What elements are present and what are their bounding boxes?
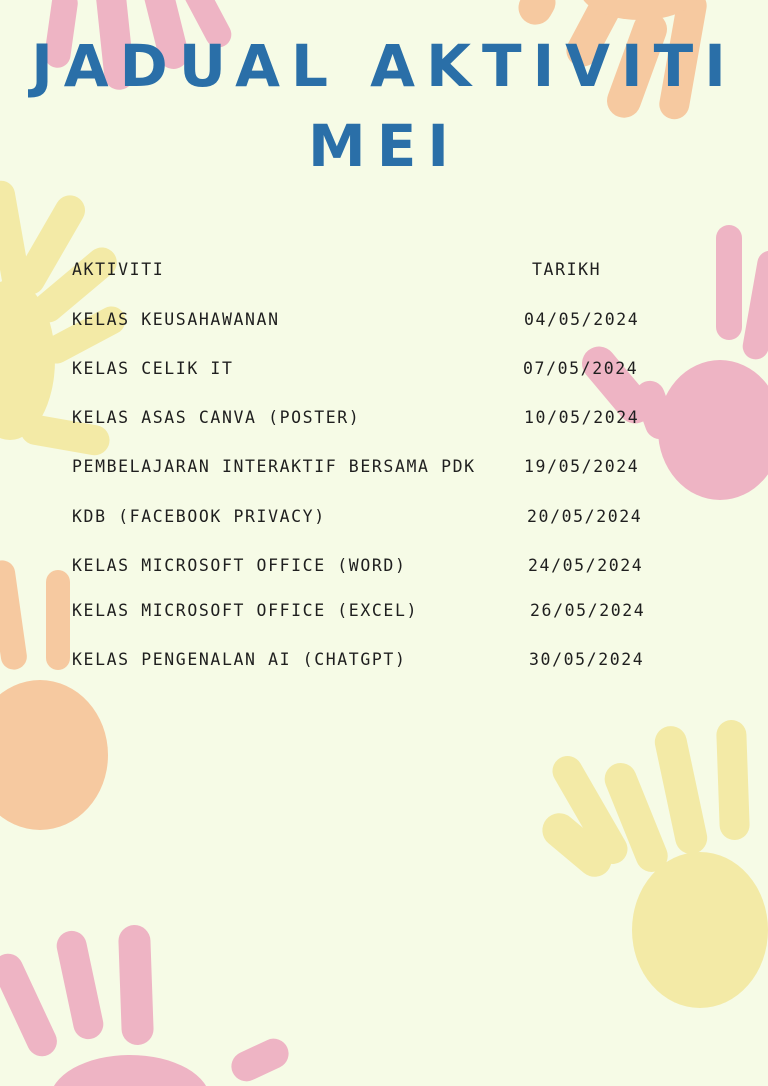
table-row: [72, 556, 672, 580]
activity-name: KELAS CELIK IT: [72, 359, 234, 378]
activity-date: 26/05/2024: [530, 601, 646, 620]
page-title: JADUAL AKTIVITI: [31, 32, 737, 100]
header-activity: AKTIVITI: [72, 260, 165, 279]
handprint-yellow-bottom-right: [535, 720, 768, 1008]
activity-name: KELAS MICROSOFT OFFICE (EXCEL): [72, 601, 419, 620]
activity-name: PEMBELAJARAN INTERAKTIF BERSAMA PDK: [72, 457, 476, 476]
page-subtitle-month: MEI: [308, 112, 460, 180]
handprint-pink-bottom-left: [0, 924, 294, 1086]
activity-date: 20/05/2024: [527, 507, 643, 526]
handprint-peach-left: [0, 559, 108, 830]
activity-name: KELAS MICROSOFT OFFICE (WORD): [72, 556, 407, 575]
activity-name: KELAS PENGENALAN AI (CHATGPT): [72, 650, 407, 669]
activity-name: KELAS KEUSAHAWANAN: [72, 310, 280, 329]
activity-date: 24/05/2024: [528, 556, 644, 575]
activity-date: 04/05/2024: [524, 310, 640, 329]
table-row: [72, 310, 672, 334]
table-header: [72, 260, 672, 284]
table-row: [72, 601, 672, 625]
activity-name: KELAS ASAS CANVA (POSTER): [72, 408, 361, 427]
table-row: [72, 359, 672, 383]
activity-date: 07/05/2024: [523, 359, 639, 378]
table-row: [72, 507, 672, 531]
activity-date: 19/05/2024: [524, 457, 640, 476]
activity-name: KDB (FACEBOOK PRIVACY): [72, 507, 326, 526]
table-row: [72, 650, 672, 674]
activity-date: 10/05/2024: [524, 408, 640, 427]
table-row: [72, 457, 672, 481]
table-row: [72, 408, 672, 432]
header-date: TARIKH: [532, 260, 602, 279]
activity-date: 30/05/2024: [529, 650, 645, 669]
